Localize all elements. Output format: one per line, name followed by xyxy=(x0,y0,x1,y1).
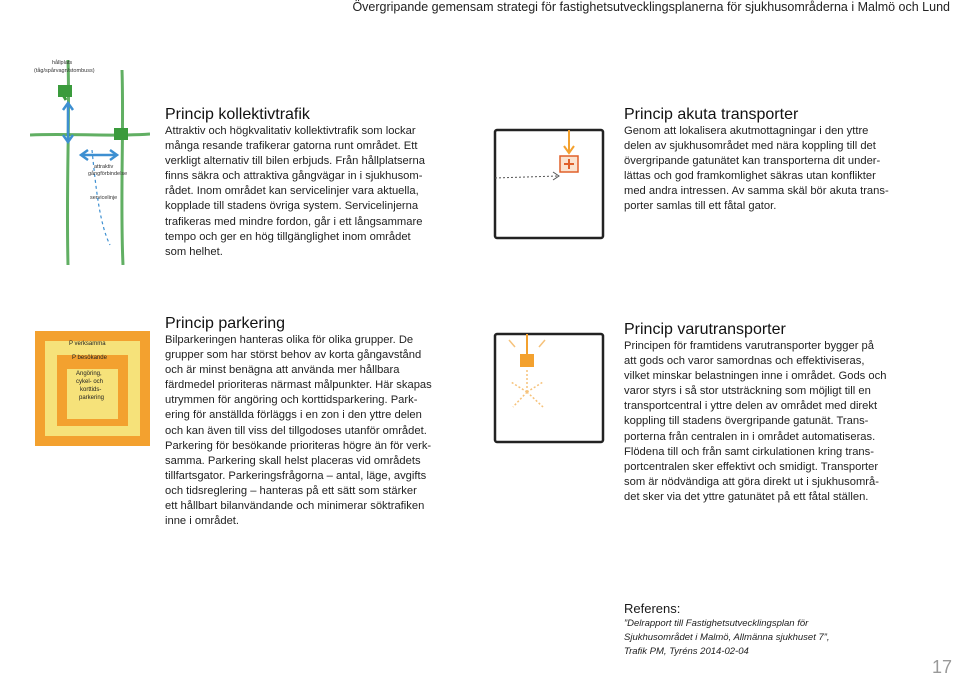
label-attraktiv: attraktiv xyxy=(94,164,114,170)
label-korttids: korttids- xyxy=(80,387,102,393)
section-varutransporter xyxy=(624,320,924,505)
body-text: Bilparkeringen hanteras olika för olika grupper. De grupper som har störst behov av korta gångavstånd och är minst benägna att använda mer hållbara färdmedel prioriteras närmast målpunkter. Här skapas utrymmen för angöring och korttidsparkering. Park- ering för anställda förläggs i en zon i den yttre delen och kan även till viss del tillgodoses utanför området. Parkering för besökande prioriteras högre än för verk- samma. Parkering skall helst placeras vid områdets tillfartsgator. Parkeringsfrågorna – antal, läge, avgifts och tidsreglering – hanteras på ett sätt som stärker ett hållbart bilanvändande och minimerar söktrafiken inne i området. xyxy=(165,334,432,528)
reference-block xyxy=(624,601,830,659)
reference-title: Referens: xyxy=(624,601,681,616)
section-title: Princip akuta transporter xyxy=(624,106,799,123)
label-angoring: Angöring, xyxy=(76,371,102,377)
label-servicelinje: servicelinje xyxy=(90,195,118,201)
label-p-verksamma: P verksamma xyxy=(69,341,106,347)
stop-icon xyxy=(114,128,128,140)
body-text: Attraktiv och högkvalitativ kollektivtrafik som lockar många resande trafikerar gatorna runt området. Ett verkligt alternativ till bilen erbjuds. Från hållplatserna finns säkra och attraktiva gångvägar in i sjukhusom- rådet. Inom området kan servicelinjer vara aktuella, kopplade till stadens övriga system. Servicelinjerna trafikeras med mindre fordon, går i ett långsammare tempo och ger en hög tillgänglighet inom området som helhet. xyxy=(165,125,425,258)
body-text: Principen för framtidens varutransporter bygger på att gods och varor samordnas och effektiviseras, vilket minskar belastningen inne i området. Gods och varor styrs i så stor utsträckning som möjligt till en transportcentral i yttre delen av området med direkt koppling till stadens övergripande gatunät. Trans- porterna från centralen in i området automatiseras. Flödena till och från samt cirkulationen kring trans- portcentralen sker effektivt och smidigt. Transporter som är nödvändiga att göra direkt ut i sjukhusområ- det sker via det yttre gatunätet på ett fåtal ställen. xyxy=(624,340,887,503)
akuta-diagram xyxy=(493,128,605,240)
section-kollektivtrafik xyxy=(165,105,475,260)
section-parkering xyxy=(165,314,475,529)
label-p-besokande: P besökande xyxy=(72,355,107,361)
body-text: Genom att lokalisera akutmottagningar i den yttre delen av sjukhusområdet med nära koppling till det övergripande gatunätet kan transporterna dit under- lättas och god framkomlighet säkras utan konflikter med andra intressen. Av samma skäl bör akuta trans- porter samlas till ett fåtal gator. xyxy=(624,125,889,213)
sketch-akuta xyxy=(493,128,605,240)
label-hallplats-sub: (tåg/spårvagn/stombuss) xyxy=(34,68,95,74)
page-number: 17 xyxy=(931,657,952,677)
section-title: Princip varutransporter xyxy=(624,321,786,338)
stop-icon xyxy=(58,85,72,97)
section-title: Princip kollektivtrafik xyxy=(165,106,310,123)
label-cykel: cykel- och xyxy=(76,379,104,385)
label-hallplats: hållplats xyxy=(52,60,73,66)
label-parkering: parkering xyxy=(79,395,105,401)
transport-central-icon xyxy=(520,354,534,367)
varutransporter-diagram xyxy=(493,332,605,444)
section-akuta xyxy=(624,105,924,215)
label-gangforbindelse: gångförbindelse xyxy=(88,171,128,177)
page-header: Övergripande gemensam strategi för fastighetsutvecklingsplanerna för sjukhusområderna i Malmö och Lund xyxy=(352,0,950,14)
sketch-varutransporter xyxy=(493,332,605,444)
reference-text: ”Delrapport till Fastighetsutvecklingsplan för Sjukhusområdet i Malmö, Allmänna sjukhuset 7”, Trafik PM, Tyréns 2014-02-04 xyxy=(624,618,830,657)
kollektivtrafik-diagram xyxy=(30,60,150,265)
sketch-parkering xyxy=(35,331,150,446)
sketch-kollektivtrafik xyxy=(30,60,150,265)
section-title: Princip parkering xyxy=(165,315,286,332)
